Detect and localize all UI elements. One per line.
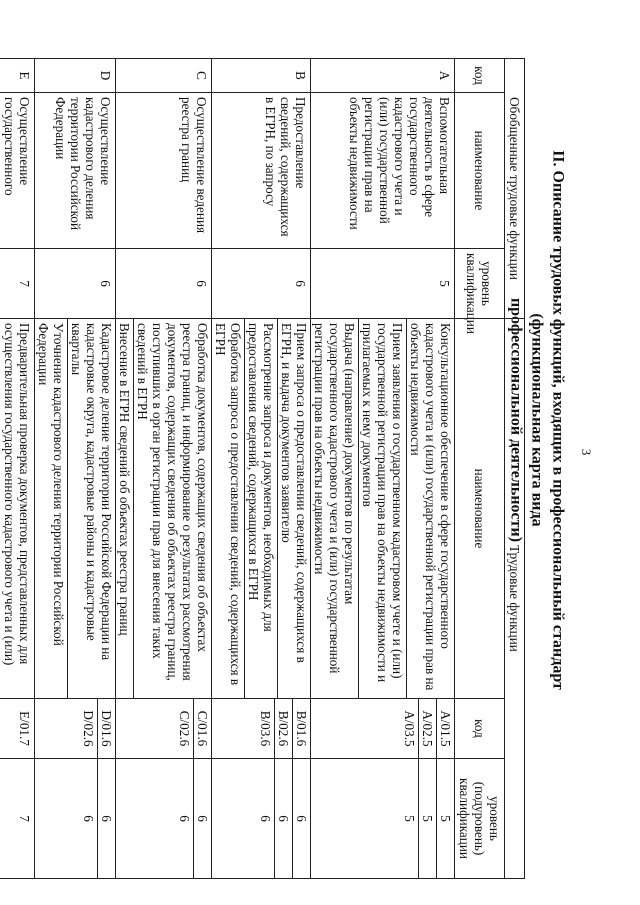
gtf-name: Осуществление кадастрового деления территории Российской Федерации [35, 93, 116, 249]
gtf-level: 5 [311, 249, 455, 319]
header-tf-name: наименование [455, 319, 505, 699]
table-row-d [35, 59, 116, 879]
table-row-e [0, 59, 35, 879]
gtf-code: E [0, 59, 35, 93]
header-tf-code: код [455, 699, 505, 759]
tf-code: B/02.6 [274, 699, 292, 758]
tf-level-list [311, 759, 455, 879]
tf-level: 6 [81, 815, 96, 822]
tf-name-list [311, 319, 455, 699]
tf-level: 6 [193, 759, 211, 878]
tf-code: E/01.7 [0, 699, 35, 759]
tf-level-list [212, 759, 311, 879]
tf-level: 5 [402, 815, 417, 822]
tf-code: A/03.5 [402, 710, 417, 747]
table-row-a [311, 59, 455, 879]
gtf-code: C [116, 59, 212, 93]
tf-level: 7 [0, 759, 35, 879]
tf-level: 6 [97, 759, 115, 878]
tf-name-list [35, 319, 116, 699]
tf-name: Выдача (направление) документов по результатам государственного кадастрового учета и (или) государственной регистрации прав на объекты недвижимости [312, 323, 357, 674]
tf-level: 5 [436, 759, 454, 878]
table-row-b [212, 59, 311, 879]
tf-level-list [35, 759, 116, 879]
gtf-code: D [35, 59, 116, 93]
tf-code: B/03.6 [258, 710, 273, 747]
gtf-level: 6 [116, 249, 212, 319]
table-row-c [116, 59, 212, 879]
page-number: 3 [579, 448, 594, 456]
tf-level: 5 [418, 759, 436, 878]
tf-code-list [35, 699, 116, 759]
tf-code: C/02.6 [177, 710, 192, 747]
gtf-level: 6 [212, 249, 311, 319]
gtf-code: B [212, 59, 311, 93]
gtf-level: 7 [0, 249, 35, 319]
tf-code: B/01.6 [292, 699, 310, 758]
header-labor: Трудовые функции [505, 319, 525, 879]
tf-code-list [116, 699, 212, 759]
tf-level: 6 [274, 759, 292, 878]
tf-name: Рассмотрение запроса и документов, необходимых для предоставления сведений, содержащихся в ЕГРН [244, 319, 277, 698]
tf-code: A/02.5 [418, 699, 436, 758]
gtf-name: Вспомогательная деятельность в сфере государственного кадастрового учета и (или) государственной регистрации прав на объекты недвижимости [311, 93, 455, 249]
tf-code: D/02.6 [81, 710, 96, 747]
tf-code: D/01.6 [97, 699, 115, 758]
header-generalized: Обобщенные трудовые функции [505, 59, 525, 319]
functional-map-table [0, 58, 525, 879]
tf-code-list [311, 699, 455, 759]
tf-name: Обработка документов, содержащих сведения об объектах реестра границ, и информирование о результатах рассмотрения документов, содержащих сведения об объектах реестра границ, поступивших в орган регистрации прав для внесения таких сведений в ЕГРН [133, 319, 211, 698]
gtf-level: 6 [35, 249, 116, 319]
header-row-1 [505, 59, 525, 879]
tf-level: 6 [292, 759, 310, 878]
gtf-name: Предоставление сведений, содержащихся в ЕГРН, по запросу [212, 93, 311, 249]
tf-name: Предварительная проверка документов, представленных для осуществления государственного кадастрового учета и (или) [0, 319, 35, 699]
header-tf-level: уровень (подуровень) квалификации [455, 759, 505, 879]
tf-code: A/01.5 [436, 699, 454, 758]
gtf-name: Осуществление ведения реестра границ [116, 93, 212, 249]
tf-level: 6 [177, 815, 192, 822]
tf-name: Прием запроса о предоставлении сведений, содержащихся в ЕГРН, и выдача документов заявителю [277, 319, 310, 698]
tf-name-list [116, 319, 212, 699]
rotated-table-wrapper [2, 58, 525, 878]
tf-name-list [212, 319, 311, 699]
header-code: код [455, 59, 505, 93]
tf-name: Консультационное обеспечение в сфере государственного кадастрового учета и (или) государственной регистрации прав на объекты недвижимости [406, 319, 454, 698]
header-row-2 [455, 59, 505, 879]
tf-code: C/01.6 [193, 699, 211, 758]
gtf-code: A [311, 59, 455, 93]
tf-level-list [116, 759, 212, 879]
tf-name: Кадастровое деление территории Российской Федерации на кадастровые округа, кадастровые районы и кадастровые кварталы [67, 319, 115, 698]
tf-name: Прием заявления о государственном кадастровом учете и (или) государственной регистрации прав на объекты недвижимости и прилагаемых к нему документов [358, 319, 406, 698]
title-line-2: профессиональной деятельности) [507, 297, 525, 543]
tf-level: 6 [258, 815, 273, 822]
tf-name: Обработка запроса о предоставлении сведений, содержащихся в ЕГРН [213, 323, 243, 686]
header-name: наименование [455, 93, 505, 249]
tf-name: Уточнение кадастрового деления территории Российской Федерации [36, 323, 66, 646]
tf-code-list [212, 699, 311, 759]
tf-name: Внесение в ЕГРН сведений об объектах реестра границ [117, 323, 132, 636]
gtf-name: Осуществление государственного [0, 93, 35, 249]
header-level: уровень квалификации [455, 249, 505, 319]
title-line-1: II. Описание трудовых функций, входящих в профессиональный стандарт (функциональная карта вида [528, 150, 567, 690]
